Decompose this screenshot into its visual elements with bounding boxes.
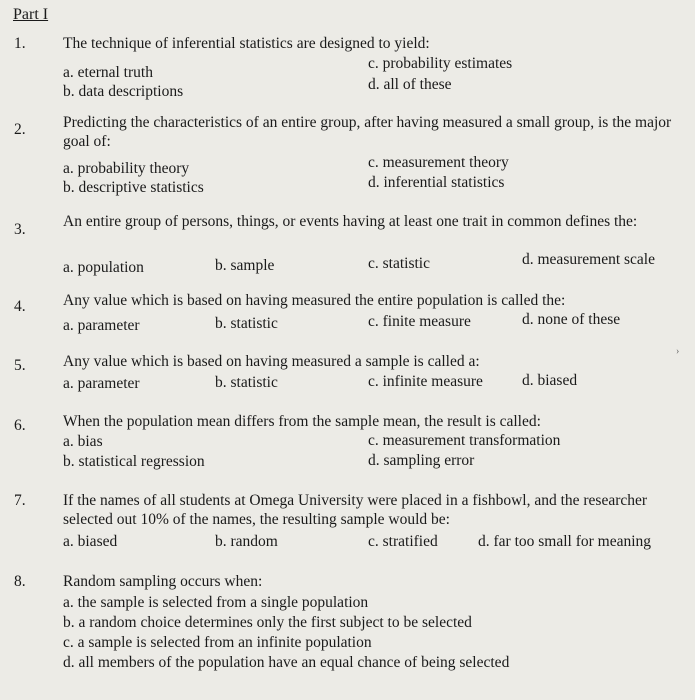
part-title: Part I [13, 6, 49, 23]
question-number: 3. [14, 221, 26, 238]
option-b: b. data descriptions [63, 83, 184, 100]
option-a: a. the sample is selected from a single population [63, 594, 369, 611]
option-a: a. probability theory [63, 160, 190, 177]
option-b: b. random [215, 533, 278, 550]
option-b: b. descriptive statistics [63, 179, 204, 196]
question-text: Predicting the characteristics of an entire group, after having measured a small group, is the major goal of: [63, 114, 672, 150]
stray-pen-mark: › [676, 346, 680, 357]
option-a: a. bias [63, 433, 103, 450]
question-text: When the population mean differs from the sample mean, the result is called: [63, 413, 541, 430]
option-a: a. biased [63, 533, 118, 550]
option-c: c. infinite measure [368, 373, 483, 390]
option-d: d. sampling error [368, 452, 475, 469]
question-number: 6. [14, 417, 26, 434]
option-c: c. statistic [368, 255, 430, 272]
option-d: d. biased [522, 372, 578, 389]
question-number: 5. [14, 357, 26, 374]
question-number: 1. [14, 35, 26, 52]
question-text: Any value which is based on having measured a sample is called a: [63, 353, 480, 370]
option-d: d. all members of the population have an equal chance of being selected [63, 654, 510, 671]
option-d: d. inferential statistics [368, 174, 505, 191]
option-a: a. population [63, 259, 144, 276]
option-b: b. sample [215, 257, 275, 274]
option-b: b. statistical regression [63, 453, 205, 470]
option-c: c. measurement theory [368, 154, 509, 171]
option-d: d. all of these [368, 76, 452, 93]
option-a: a. eternal truth [63, 64, 153, 81]
question-text: The technique of inferential statistics are designed to yield: [63, 35, 430, 52]
question-text: Random sampling occurs when: [63, 573, 263, 590]
option-c: c. a sample is selected from an infinite population [63, 634, 372, 651]
option-d: d. measurement scale [522, 251, 655, 268]
question-text: An entire group of persons, things, or events having at least one trait in common defines the: [63, 213, 638, 230]
question-number: 7. [14, 492, 26, 509]
option-b: b. statistic [215, 374, 278, 391]
option-c: c. finite measure [368, 313, 471, 330]
option-b: b. a random choice determines only the first subject to be selected [63, 614, 472, 631]
question-text: If the names of all students at Omega University were placed in a fishbowl, and the researcher selected out 10% of the names, the resulting sample would be: [63, 492, 648, 528]
question-text: Any value which is based on having measured the entire population is called the: [63, 292, 566, 309]
question-number: 8. [14, 573, 26, 590]
option-c: c. measurement transformation [368, 432, 561, 449]
option-b: b. statistic [215, 315, 278, 332]
option-a: a. parameter [63, 317, 140, 334]
option-d: d. far too small for meaning [478, 533, 652, 550]
option-c: c. stratified [368, 533, 438, 550]
option-d: d. none of these [522, 311, 621, 328]
question-number: 4. [14, 298, 26, 315]
question-number: 2. [14, 121, 26, 138]
option-c: c. probability estimates [368, 55, 513, 72]
option-a: a. parameter [63, 375, 140, 392]
